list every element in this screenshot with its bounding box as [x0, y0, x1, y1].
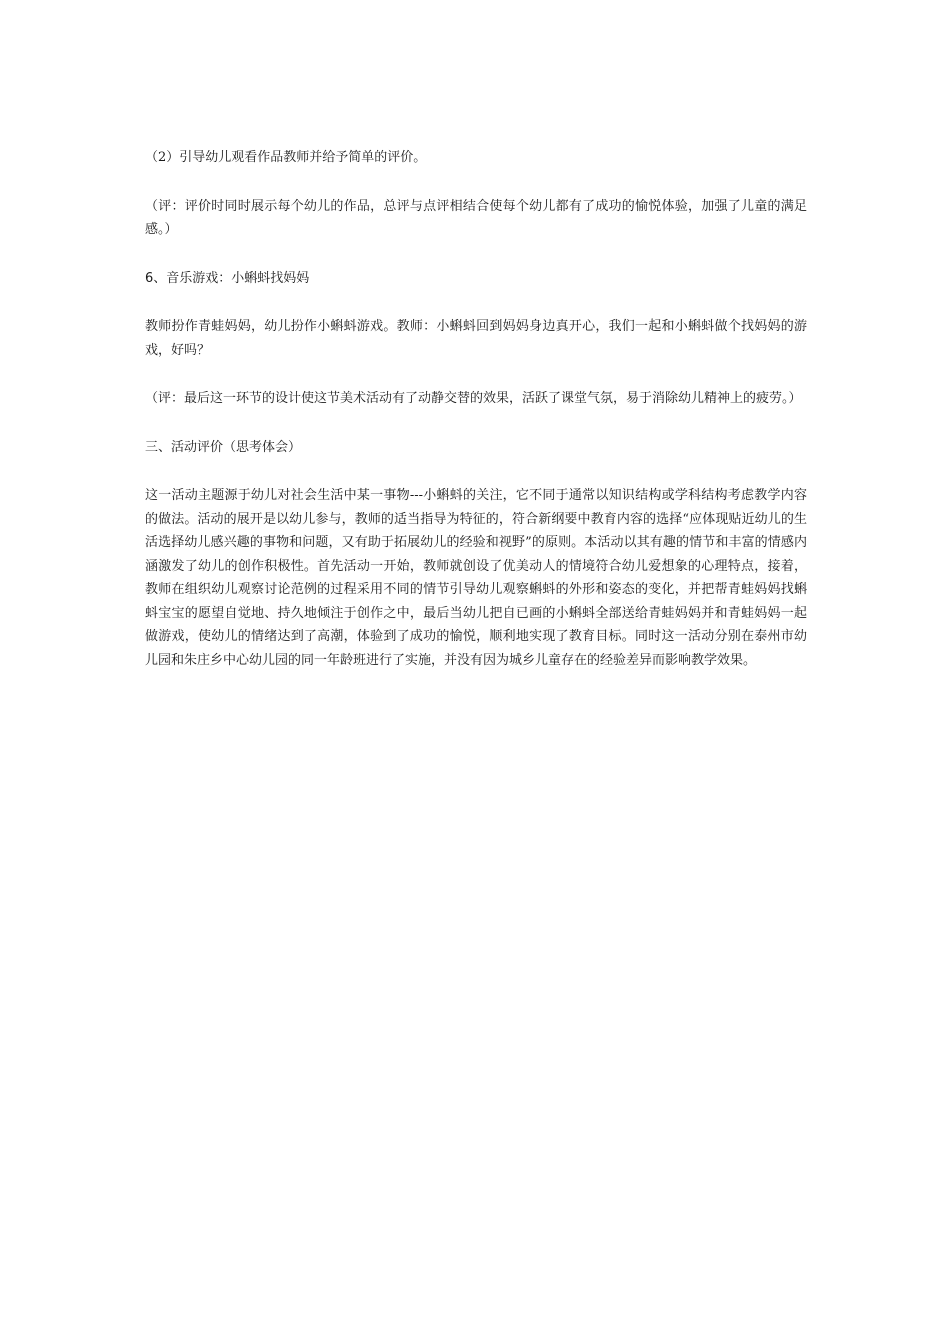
document-page	[145, 146, 807, 697]
comment-paragraph-2: （评：最后这一环节的设计使这节美术活动有了动静交替的效果，活跃了课堂气氛，易于消除幼儿精神上的疲劳。）	[145, 391, 802, 406]
music-game-heading: 6、音乐游戏：小蝌蚪找妈妈	[145, 270, 310, 286]
music-game-description: 教师扮作青蛙妈妈，幼儿扮作小蝌蚪游戏。教师：小蝌蚪回到妈妈身边真开心，我们一起和小蝌蚪做个找妈妈的游戏，好吗？	[145, 319, 807, 358]
activity-evaluation-body: 这一活动主题源于幼儿对社会生活中某一事物---小蝌蚪的关注，它不同于通常以知识结构或学科结构考虑教学内容的做法。活动的展开是以幼儿参与，教师的适当指导为特征的，符合新纲要中教育内容的选择“应体现贴近幼儿的生活选择幼儿感兴趣的事物和问题，又有助于拓展幼儿的经验和视野”的原则。本活动以其有趣的情节和丰富的情感内涵激发了幼儿的创作积极性。首先活动一开始，教师就创设了优美动人的情境符合幼儿爱想象的心理特点，接着，教师在组织幼儿观察讨论范例的过程采用不同的情节引导幼儿观察蝌蚪的外形和姿态的变化，并把帮青蛙妈妈找蝌蚪宝宝的愿望自觉地、持久地倾注于创作之中，最后当幼儿把自已画的小蝌蚪全部送给青蛙妈妈并和青蛙妈妈一起做游戏，使幼儿的情绪达到了高潮，体验到了成功的愉悦，顺利地实现了教育目标。同时这一活动分别在泰州市幼儿园和朱庄乡中心幼儿园的同一年龄班进行了实施，并没有因为城乡儿童存在的经验差异而影响教学效果。	[145, 488, 807, 668]
step-2-paragraph: （2）引导幼儿观看作品教师并给予简单的评价。	[145, 150, 427, 165]
comment-paragraph-1: （评：评价时同时展示每个幼儿的作品，总评与点评相结合使每个幼儿都有了成功的愉悦体验，加强了儿童的满足感。）	[145, 198, 807, 237]
activity-evaluation-heading: 三、活动评价（思考体会）	[145, 439, 302, 455]
